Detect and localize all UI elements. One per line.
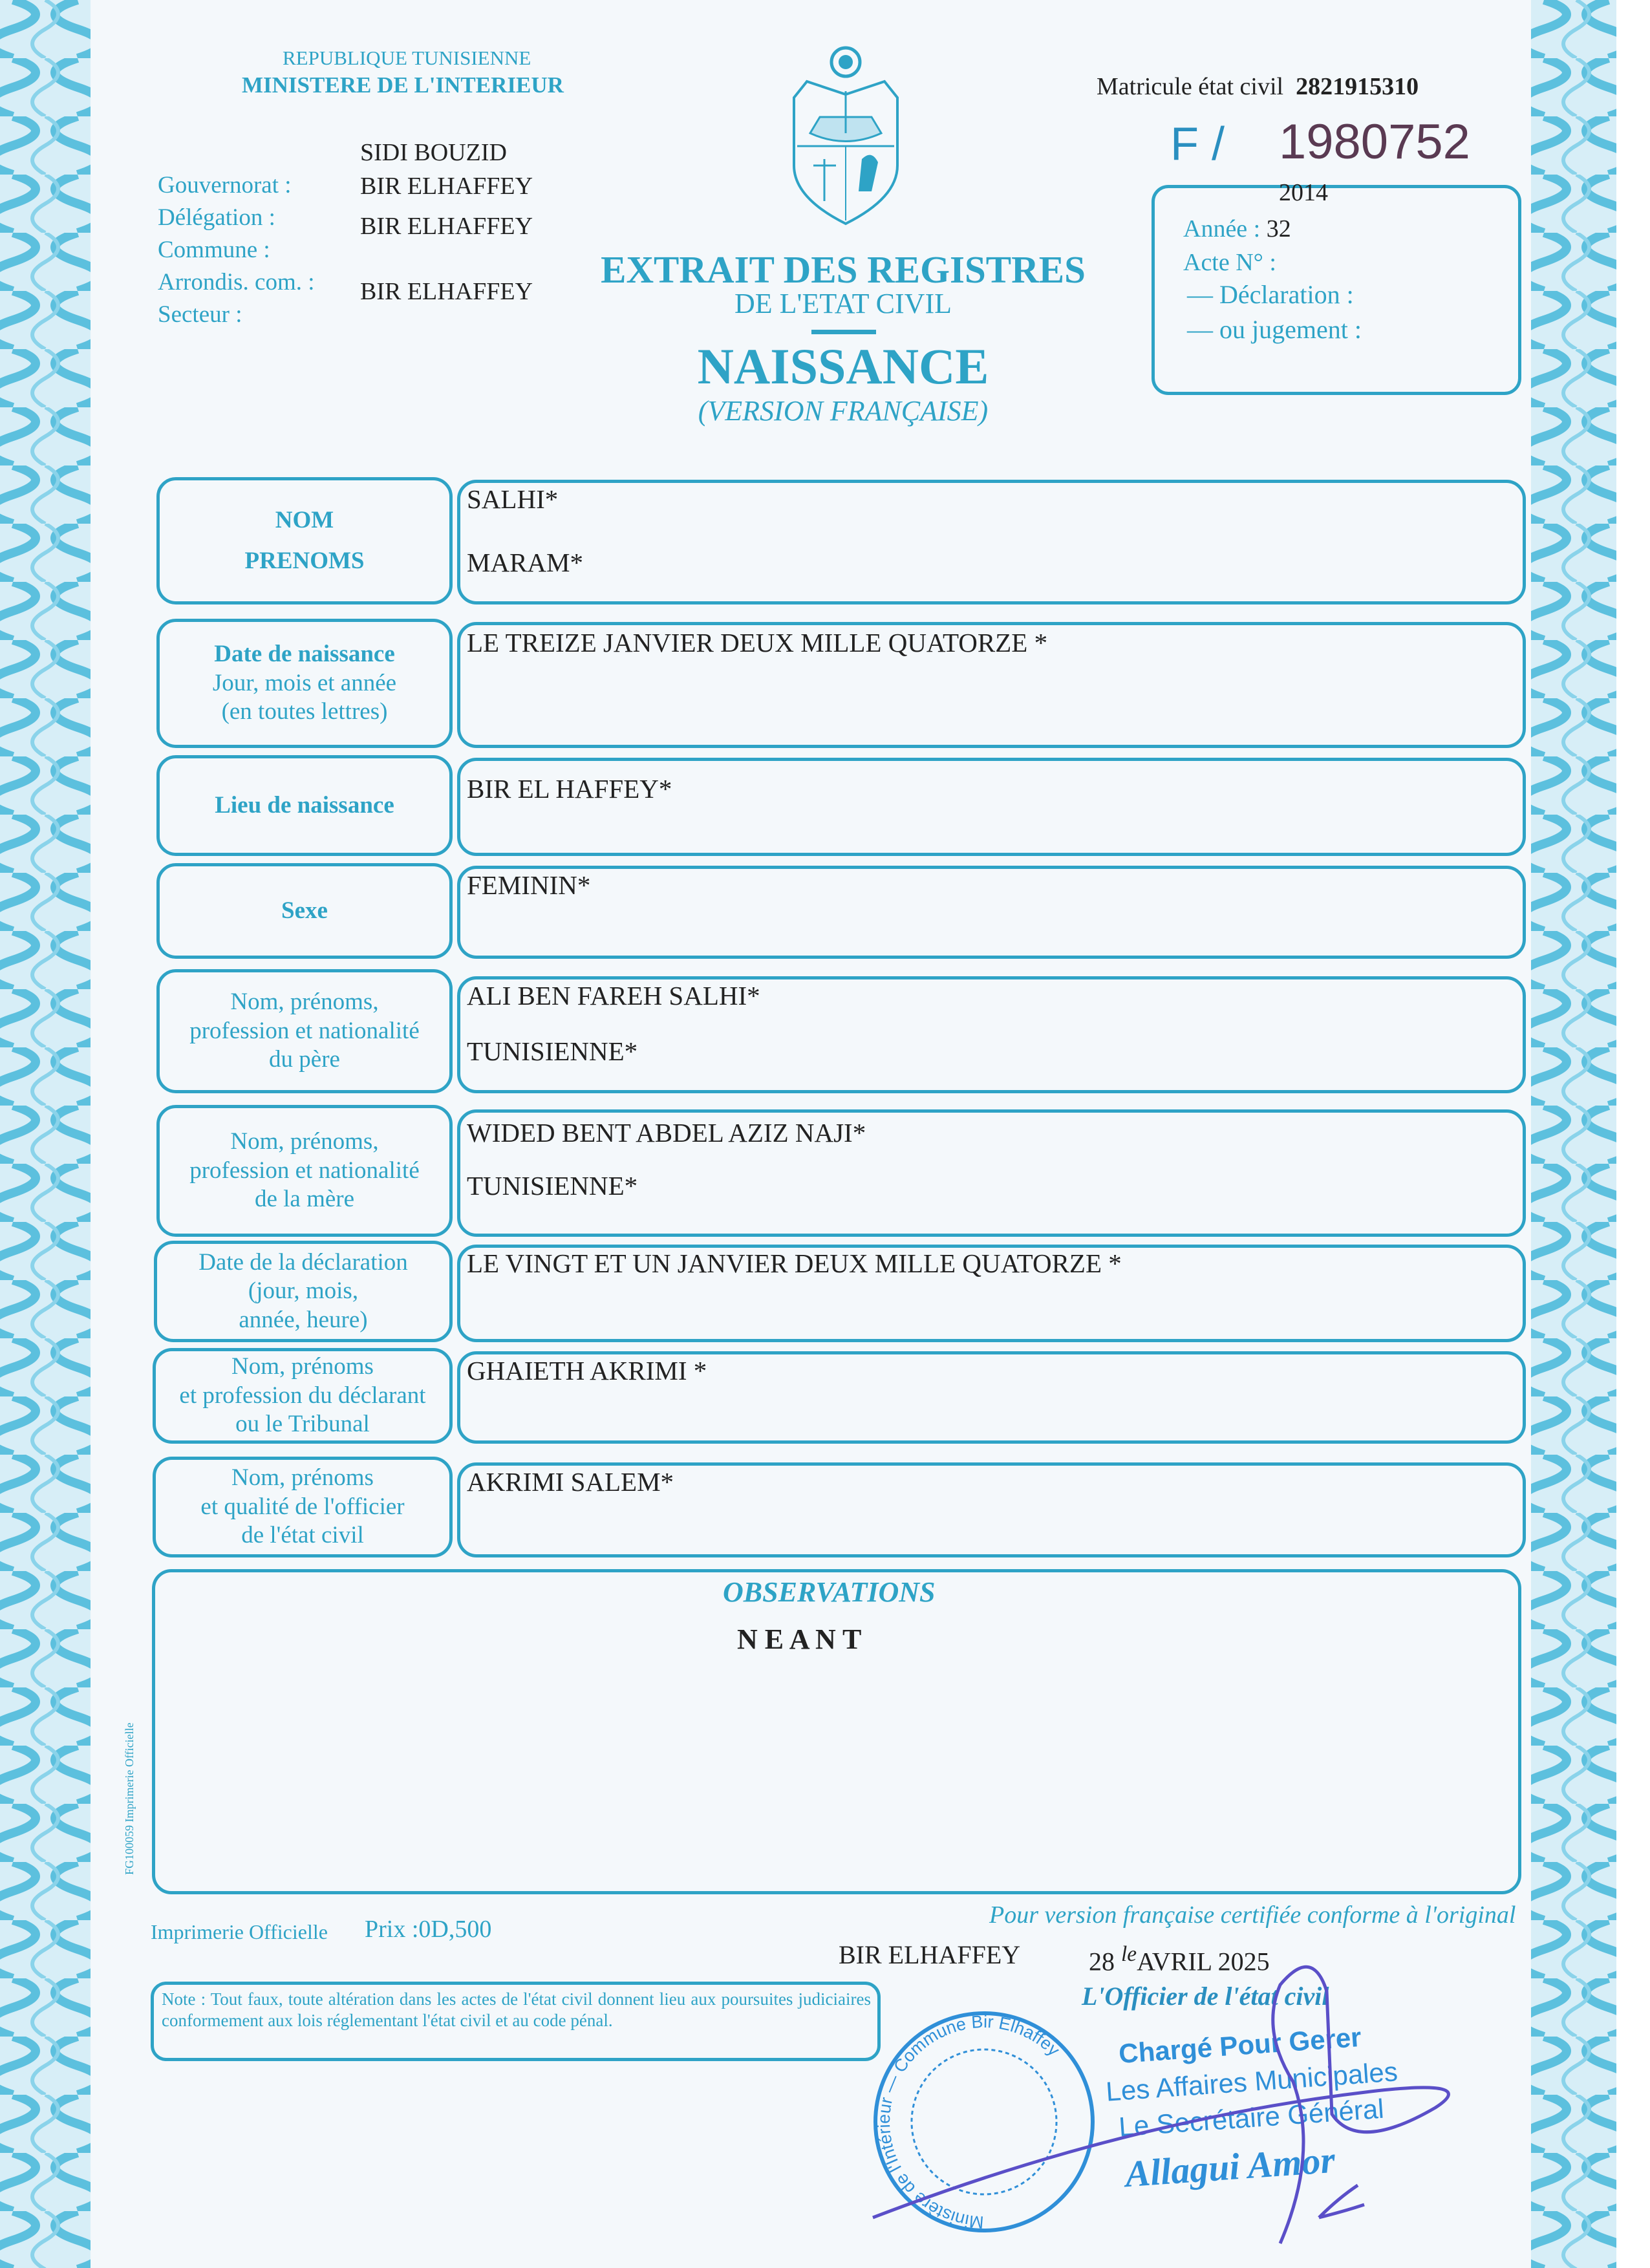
title-divider [811,330,876,334]
prenoms-value: MARAM* [467,548,583,577]
observations-value: N E A N T [737,1623,862,1655]
gouvernorat-label: Gouvernorat : [158,172,292,198]
certified-text: Pour version française certifiée conforme à l'original [989,1901,1516,1929]
acte-label: Acte N° : [1183,249,1276,276]
right-guilloche-border [1531,0,1616,2268]
value-box [457,480,1526,604]
left-guilloche-border [0,0,91,2268]
republic-label: REPUBLIQUE TUNISIENNE [283,47,531,69]
arrondissement-label: Arrondis. com. : [158,269,315,295]
tunisia-coat-of-arms-icon [781,36,910,230]
stamp-ring-text: Ministère de l'Intérieur — Commune Bir Elhaffey [873,2011,1064,2232]
label-line: Jour, mois et année [212,669,397,696]
title-extrait: EXTRAIT DES REGISTRES [601,248,1086,291]
label-line: ou le Tribunal [235,1411,370,1438]
value-box [457,866,1526,959]
signature-icon [866,1940,1513,2250]
commune-label: Commune : [158,237,270,263]
annee-label: Année : [1183,215,1261,242]
label-date-declaration [154,1241,453,1342]
label-line: PRENOMS [244,547,365,574]
officier-value: AKRIMI SALEM* [467,1467,674,1497]
label-line: (jour, mois, [248,1278,359,1305]
label-line: profession et nationalité [189,1017,420,1044]
pere-value: ALI BEN FAREH SALHI* [467,981,760,1011]
label-line: Nom, prénoms [231,1353,374,1380]
date-day: 28 [1089,1947,1115,1976]
title-etat-civil: DE L'ETAT CIVIL [734,288,952,319]
label-declarant [153,1348,453,1444]
stamp-line-1: Chargé Pour Gerer [1117,2021,1362,2070]
date-le: le [1121,1942,1137,1966]
legal-note: Note : Tout faux, toute altération dans les actes de l'état civil donnent lieu aux poursuites judiciaires conformement aux lois réglementant l'état civil et au code pénal. [151,1982,881,2061]
acte-year-value: 2014 [1279,179,1328,206]
label-line: profession et nationalité [189,1157,420,1184]
pere-nationalite-value: TUNISIENNE* [467,1036,638,1066]
label-line: (en toutes lettres) [221,698,388,725]
page-margin [1616,0,1650,2268]
label-line: et qualité de l'officier [200,1493,405,1520]
label-line: Nom, prénoms [231,1464,374,1492]
label-line: Lieu de naissance [215,791,394,818]
mere-value: WIDED BENT ABDEL AZIZ NAJI* [467,1118,866,1148]
matricule-value: 2821915310 [1296,73,1419,100]
officer-title: L'Officier de l'état civil [1082,1982,1329,2011]
declaration-label: — Déclaration : [1187,280,1354,309]
label-line: Nom, prénoms, [230,989,379,1016]
label-line: Sexe [281,897,328,924]
jugement-label: — ou jugement : [1187,315,1362,344]
label-line: Date de naissance [214,641,395,668]
date-naissance-value: LE TREIZE JANVIER DEUX MILLE QUATORZE * [467,628,1048,658]
label-nom-prenoms [156,477,453,604]
label-officier [153,1457,453,1557]
label-line: année, heure) [239,1306,368,1333]
delegation-label: Délégation : [158,204,275,231]
label-pere [156,969,453,1093]
label-line: du père [269,1046,340,1073]
mere-nationalite-value: TUNISIENNE* [467,1171,638,1201]
declarant-value: GHAIETH AKRIMI * [467,1356,707,1385]
place-value: BIR ELHAFFEY [839,1940,1021,1969]
nom-value: SALHI* [467,484,559,514]
price-label: Prix :0D,500 [365,1916,492,1943]
matricule [1097,72,1419,101]
location-labels [158,169,352,331]
label-date-naissance [156,619,453,748]
title-naissance: NAISSANCE [697,338,989,394]
title-version: (VERSION FRANÇAISE) [698,395,989,427]
matricule-label: Matricule état civil [1097,73,1284,100]
label-line: de la mère [254,1186,355,1213]
value-box [457,758,1526,856]
label-line: Date de la déclaration [198,1248,408,1276]
serial-prefix: F / [1170,118,1225,170]
label-line: de l'état civil [241,1522,364,1549]
stamp-line-4: Allagui Amor [1124,2138,1336,2196]
stamp-line-2: Les Affaires Municipales [1104,2056,1399,2107]
delegation-value: BIR ELHAFFEY [360,173,533,200]
gouvernorat-value: SIDI BOUZID [360,139,507,166]
observations-box [152,1569,1521,1894]
label-mere [156,1105,453,1237]
observations-title: OBSERVATIONS [723,1576,936,1608]
secteur-value: BIR ELHAFFEY [360,278,533,305]
lieu-naissance-value: BIR EL HAFFEY* [467,774,672,804]
date-month-year: AVRIL 2025 [1137,1947,1270,1976]
label-lieu-naissance [156,755,453,856]
form-code: FG100059 Imprimerie Officielle [123,1722,136,1875]
annee-value: 32 [1266,215,1291,242]
commune-value: BIR ELHAFFEY [360,213,533,240]
sexe-value: FEMININ* [467,870,591,900]
label-line: et profession du déclarant [179,1382,426,1409]
label-sexe [156,863,453,959]
printer-label: Imprimerie Officielle [151,1920,328,1943]
ministry-label: MINISTERE DE L'INTERIEUR [242,72,564,98]
label-line: NOM [275,507,334,534]
annee-row [1183,215,1291,243]
serial-number: 1980752 [1279,114,1470,169]
label-line: Nom, prénoms, [230,1128,379,1155]
secteur-label: Secteur : [158,301,242,328]
stamp-line-3: Le Secrétaire Général [1117,2093,1386,2143]
date-declaration-value: LE VINGT ET UN JANVIER DEUX MILLE QUATORZE * [467,1248,1122,1278]
